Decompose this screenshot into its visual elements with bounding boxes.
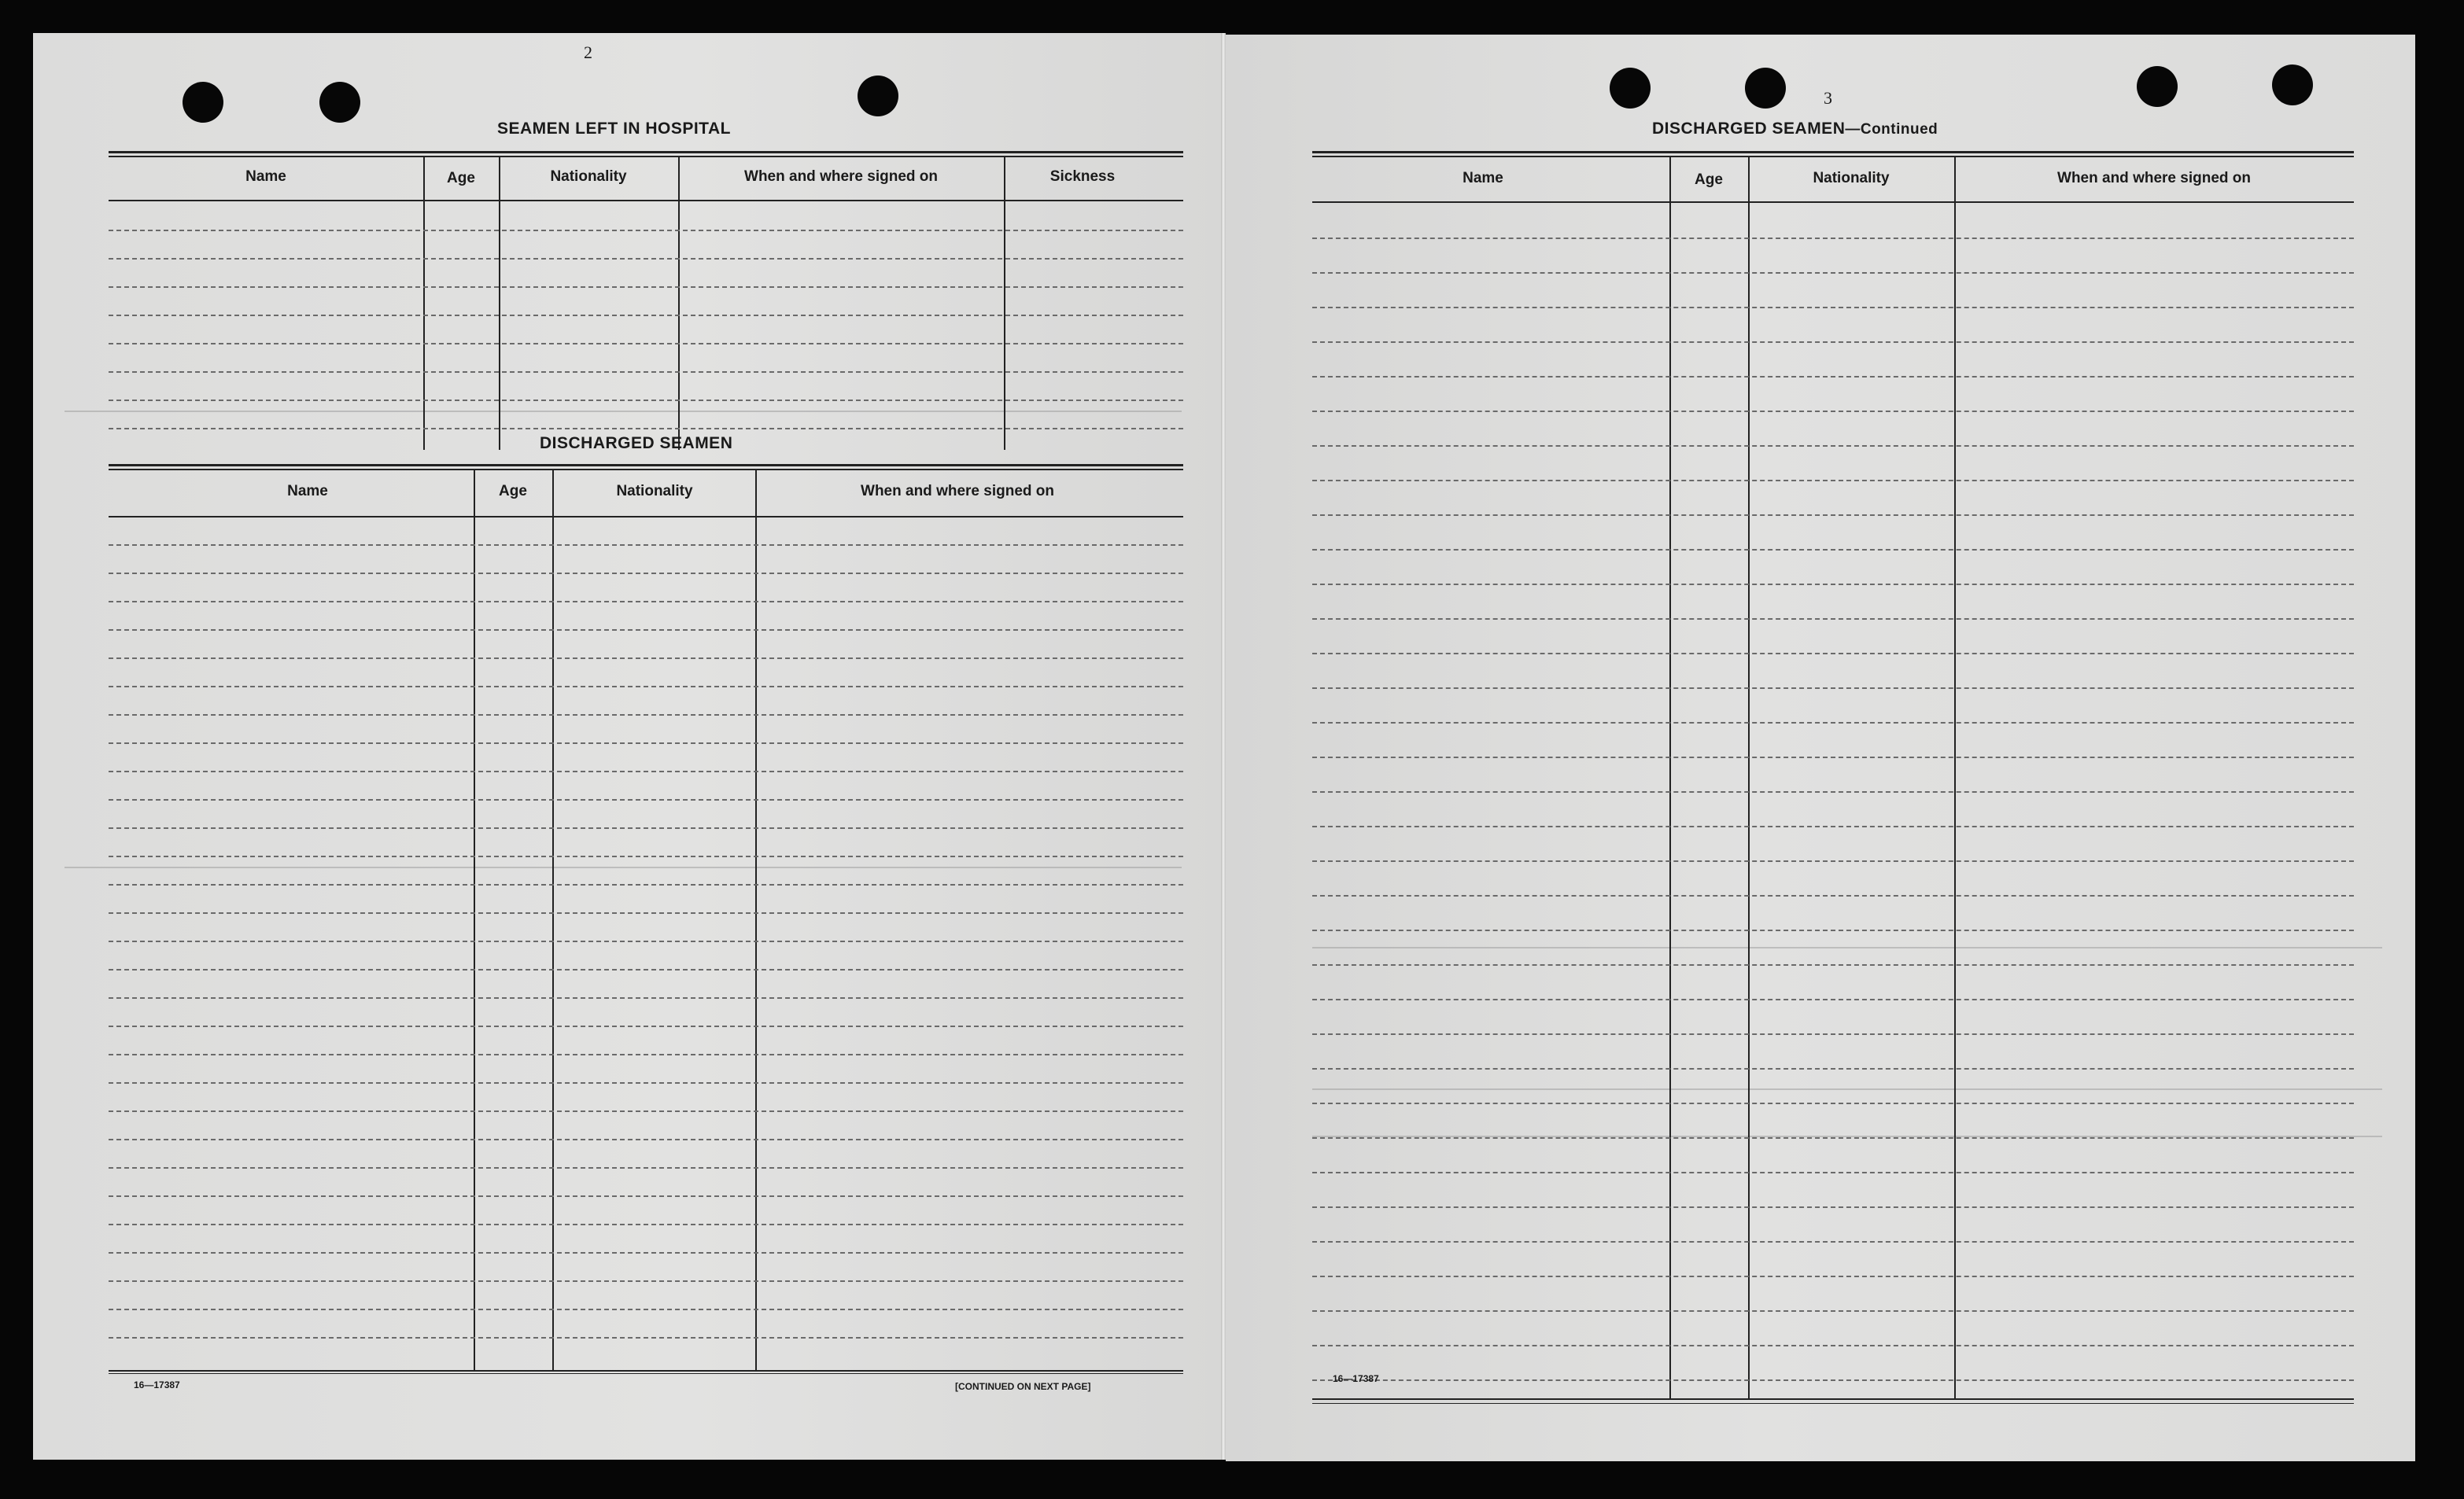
- col-header-age: Age: [447, 170, 475, 186]
- col-header-nationality: Nationality: [1813, 170, 1890, 186]
- table-row: [1312, 999, 2354, 1000]
- table-row: [109, 230, 1183, 231]
- table-row: [109, 629, 1183, 631]
- table-top-rule: [109, 464, 1183, 466]
- col-header-nationality: Nationality: [550, 168, 627, 185]
- column-divider: [755, 470, 757, 1372]
- table-row: [109, 371, 1183, 373]
- table-row: [1312, 272, 2354, 274]
- continued-note: [CONTINUED ON NEXT PAGE]: [955, 1381, 1091, 1392]
- table-row: [109, 827, 1183, 829]
- table-bottom-rule: [109, 1373, 1183, 1374]
- table-bottom-rule: [109, 1370, 1183, 1372]
- table-row: [1312, 307, 2354, 308]
- table-row: [1312, 1103, 2354, 1104]
- table-row: [1312, 860, 2354, 862]
- punch-hole: [858, 76, 898, 116]
- table-row: [109, 573, 1183, 574]
- table-row: [109, 1110, 1183, 1112]
- table-row: [1312, 480, 2354, 481]
- continued-suffix: —Continued: [1845, 121, 1938, 138]
- col-header-age: Age: [1695, 171, 1723, 188]
- col-header-name: Name: [245, 168, 286, 185]
- table-row: [109, 771, 1183, 772]
- table-row: [1312, 549, 2354, 551]
- table-row: [109, 1026, 1183, 1027]
- col-header-when-where: When and where signed on: [861, 483, 1054, 499]
- page-number: 3: [1824, 88, 1832, 108]
- table-row: [109, 1224, 1183, 1225]
- table-row: [109, 315, 1183, 316]
- table-row: [1312, 1310, 2354, 1312]
- column-divider: [1748, 157, 1750, 1400]
- column-divider: [1954, 157, 1956, 1400]
- table-row: [109, 258, 1183, 260]
- col-header-name: Name: [287, 483, 328, 499]
- table-row: [109, 286, 1183, 288]
- table-row: [1312, 687, 2354, 689]
- table-row: [109, 1309, 1183, 1310]
- table-row: [109, 997, 1183, 999]
- bleed-through-line: [65, 411, 1182, 412]
- column-divider: [423, 157, 425, 450]
- col-header-when-where: When and where signed on: [744, 168, 938, 185]
- form-number: 16—17387: [1333, 1373, 1379, 1384]
- column-divider: [678, 157, 680, 450]
- table-row: [109, 1195, 1183, 1197]
- form-number: 16—17387: [134, 1379, 180, 1390]
- header-bottom-rule: [109, 200, 1183, 201]
- table-row: [109, 400, 1183, 401]
- table-row: [1312, 1206, 2354, 1208]
- column-divider: [1669, 157, 1671, 1400]
- table-row: [1312, 445, 2354, 447]
- table-row: [1312, 1345, 2354, 1346]
- table-top-rule: [1312, 151, 2354, 153]
- col-header-sickness: Sickness: [1049, 168, 1116, 185]
- punch-hole: [2272, 64, 2313, 105]
- table-row: [109, 1280, 1183, 1282]
- table-bottom-rule: [1312, 1403, 2354, 1404]
- header-bottom-rule: [109, 516, 1183, 517]
- table-row: [1312, 895, 2354, 897]
- discharged-section-title: DISCHARGED SEAMEN: [540, 434, 733, 452]
- table-top-rule: [109, 156, 1183, 157]
- table-row: [109, 544, 1183, 546]
- table-row: [109, 941, 1183, 942]
- punch-hole: [1745, 68, 1786, 109]
- table-row: [109, 884, 1183, 886]
- table-row: [1312, 1068, 2354, 1070]
- table-row: [109, 856, 1183, 857]
- column-divider: [499, 157, 500, 450]
- table-row: [109, 1167, 1183, 1169]
- table-row: [109, 714, 1183, 716]
- col-header-nationality: Nationality: [616, 483, 693, 499]
- table-row: [1312, 722, 2354, 724]
- table-row: [1312, 653, 2354, 654]
- table-row: [1312, 1137, 2354, 1139]
- table-row: [1312, 1033, 2354, 1035]
- punch-hole: [1610, 68, 1651, 109]
- table-row: [109, 1139, 1183, 1140]
- table-top-rule: [109, 469, 1183, 470]
- bleed-through-line: [1312, 947, 2382, 948]
- table-row: [109, 1054, 1183, 1055]
- right-page: [1226, 35, 2415, 1461]
- col-header-name: Name: [1463, 170, 1503, 186]
- table-row: [1312, 238, 2354, 239]
- table-row: [109, 601, 1183, 602]
- table-row: [1312, 757, 2354, 758]
- header-bottom-rule: [1312, 201, 2354, 203]
- table-top-rule: [109, 151, 1183, 153]
- table-row: [109, 912, 1183, 914]
- table-row: [1312, 514, 2354, 516]
- punch-hole: [2137, 66, 2178, 107]
- column-divider: [1004, 157, 1005, 450]
- table-row: [1312, 618, 2354, 620]
- table-row: [1312, 411, 2354, 412]
- table-row: [1312, 930, 2354, 931]
- col-header-when-where: When and where signed on: [2057, 170, 2251, 186]
- table-row: [109, 657, 1183, 659]
- table-row: [109, 742, 1183, 744]
- table-row: [109, 428, 1183, 429]
- table-row: [1312, 584, 2354, 585]
- table-row: [109, 1337, 1183, 1339]
- table-row: [1312, 964, 2354, 966]
- punch-hole: [319, 82, 360, 123]
- table-row: [1312, 1379, 2354, 1381]
- punch-hole: [183, 82, 223, 123]
- table-row: [109, 686, 1183, 687]
- table-top-rule: [1312, 156, 2354, 157]
- column-divider: [474, 470, 475, 1372]
- table-row: [1312, 376, 2354, 378]
- column-divider: [552, 470, 554, 1372]
- discharged-continued-title: [1652, 120, 1938, 138]
- table-row: [1312, 341, 2354, 343]
- table-row: [109, 343, 1183, 344]
- table-row: [1312, 1241, 2354, 1243]
- col-header-age: Age: [499, 483, 527, 499]
- left-page: [33, 33, 1221, 1460]
- table-bottom-rule: [1312, 1398, 2354, 1400]
- table-row: [109, 1082, 1183, 1084]
- table-row: [109, 969, 1183, 970]
- hospital-section-title: SEAMEN LEFT IN HOSPITAL: [497, 120, 731, 138]
- table-row: [1312, 826, 2354, 827]
- table-row: [1312, 791, 2354, 793]
- bleed-through-line: [1312, 1088, 2382, 1090]
- table-row: [109, 1252, 1183, 1254]
- discharged-title-text: DISCHARGED SEAMEN: [1652, 120, 1846, 138]
- table-row: [1312, 1276, 2354, 1277]
- bleed-through-line: [65, 867, 1182, 868]
- table-row: [1312, 1172, 2354, 1173]
- table-row: [109, 799, 1183, 801]
- page-number: 2: [584, 42, 592, 62]
